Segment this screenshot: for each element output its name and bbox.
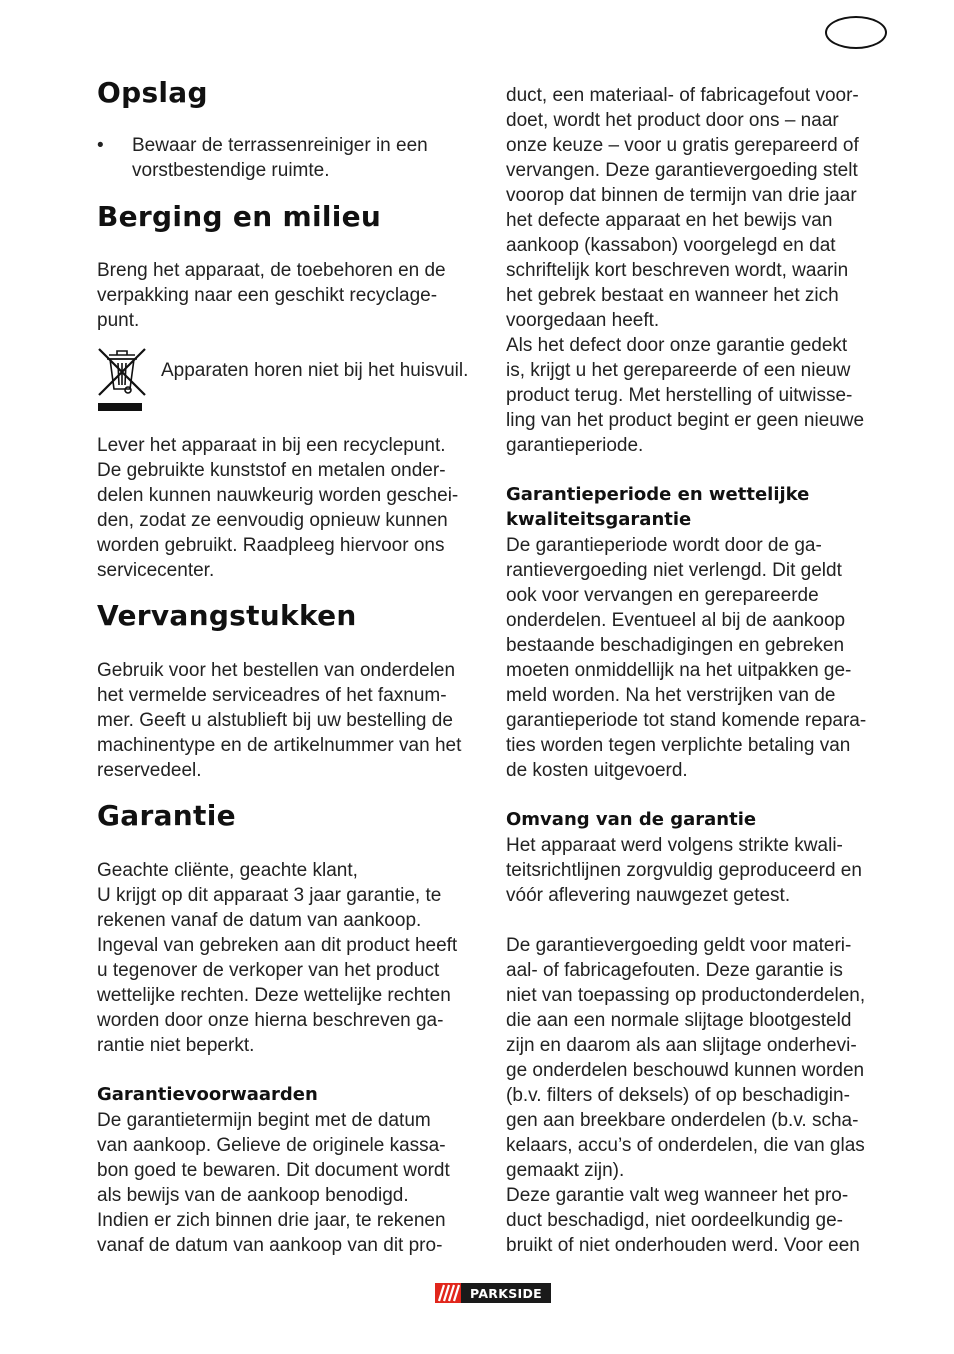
text-line: kelaars, accu’s of onderdelen, die van glas <box>506 1135 865 1156</box>
text-line: u tegenover de verkoper van het product <box>97 960 440 981</box>
text-line: machinentype en de artikelnummer van het <box>97 735 462 756</box>
text-line: niet van toepassing op productonderdelen, <box>506 985 866 1006</box>
text-line: ook voor vervangen en gerepareerde <box>506 585 819 606</box>
text-line: ling van het product begint er geen nieuwe <box>506 410 865 431</box>
text-line: worden gebruikt. Raadpleeg hiervoor ons <box>97 535 445 556</box>
text-line: vanaf de datum van aankoop van dit pro- <box>97 1235 443 1256</box>
text-line: De garantietermijn begint met de datum <box>97 1110 431 1131</box>
logo-stripes-icon <box>435 1283 461 1303</box>
text-line: Geachte cliënte, geachte klant, <box>97 860 358 881</box>
text-line: het vermelde serviceadres of het faxnum- <box>97 685 447 706</box>
text-line: Het apparaat werd volgens strikte kwali- <box>506 835 843 856</box>
bullet: • <box>97 135 104 156</box>
text-line: den, zodat ze eenvoudig opnieuw kunnen <box>97 510 448 531</box>
heading-garantie: Garantie <box>97 799 236 832</box>
text-line: reservedeel. <box>97 760 202 781</box>
text-line: onderdelen. Eventueel al bij de aankoop <box>506 610 846 631</box>
heading-vervangstukken: Vervangstukken <box>97 599 357 632</box>
logo-brand-text: PARKSIDE <box>470 1285 542 1301</box>
text-line: aal- of fabricagefouten. Deze garantie is <box>506 960 843 981</box>
text-line: Lever het apparaat in bij een recyclepunt. <box>97 435 446 456</box>
parkside-logo <box>435 1283 551 1303</box>
text-line: U krijgt op dit apparaat 3 jaar garantie, te <box>97 885 442 906</box>
text-line: bruikt of niet onderhouden werd. Voor een <box>506 1235 860 1256</box>
crossed-out-wheelie-bin-icon <box>97 347 147 413</box>
text-line: duct, een materiaal- of fabricagefout voor- <box>506 85 859 106</box>
text-line: doet, wordt het product door ons – naar <box>506 110 839 131</box>
text-line: bon goed te bewaren. Dit document wordt <box>97 1160 450 1181</box>
text-line: vóór aflevering nauwgezet getest. <box>506 885 791 906</box>
heading-berging-en-milieu: Berging en milieu <box>97 200 382 233</box>
text-line: aankoop (kassabon) voorgelegd en dat <box>506 235 836 256</box>
text-line: rantie niet beperkt. <box>97 1035 255 1056</box>
subheading-garantieperiode: Garantieperiode en wettelijke <box>506 484 810 505</box>
text-line: vervangen. Deze garantievergoeding stelt <box>506 160 858 181</box>
text-line: de kosten uitgevoerd. <box>506 760 688 781</box>
text-line: garantieperiode tot stand komende repara- <box>506 710 867 731</box>
text-line: voorgedaan heeft. <box>506 310 660 331</box>
text-line: gemaakt zijn). <box>506 1160 625 1181</box>
text-line: onze keuze – voor u gratis gerepareerd of <box>506 135 859 156</box>
text-line: meld worden. Na het verstrijken van de <box>506 685 836 706</box>
weee-notice: Apparaten horen niet bij het huisvuil. <box>161 360 469 381</box>
heading-opslag: Opslag <box>97 76 208 109</box>
text-line: Als het defect door onze garantie gedekt <box>506 335 848 356</box>
text-line: Breng het apparaat, de toebehoren en de <box>97 260 446 281</box>
text-line: garantieperiode. <box>506 435 644 456</box>
text-line: voorop dat binnen de termijn van drie jaar <box>506 185 857 206</box>
subheading-garantieperiode-line2: kwaliteitsgarantie <box>506 509 692 530</box>
text-line: Bewaar de terrassenreiniger in een <box>132 135 428 156</box>
text-line: Indien er zich binnen drie jaar, te rekenen <box>97 1210 446 1231</box>
text-line: De garantievergoeding geldt voor materi- <box>506 935 852 956</box>
text-line: bestaande beschadigingen en gebreken <box>506 635 845 656</box>
text-line: delen kunnen nauwkeurig worden geschei- <box>97 485 459 506</box>
subheading-omvang-garantie: Omvang van de garantie <box>506 809 757 830</box>
subheading-garantievoorwaarden: Garantievoorwaarden <box>97 1084 318 1105</box>
text-line: Ingeval van gebreken aan dit product heeft <box>97 935 458 956</box>
text-line: servicecenter. <box>97 560 215 581</box>
text-line: De garantieperiode wordt door de ga- <box>506 535 822 556</box>
text-line: gen aan breekbare onderdelen (b.v. scha- <box>506 1110 859 1131</box>
text-line: Gebruik voor het bestellen van onderdelen <box>97 660 456 681</box>
text-line: van aankoop. Gelieve de originele kassa- <box>97 1135 446 1156</box>
text-line: is, krijgt u het gerepareerde of een nieuw <box>506 360 851 381</box>
text-line: Deze garantie valt weg wanneer het pro- <box>506 1185 849 1206</box>
text-line: schriftelijk kort beschreven wordt, waarin <box>506 260 849 281</box>
text-line: mer. Geeft u alstublieft bij uw bestelling de <box>97 710 453 731</box>
text-line: product terug. Met herstelling of uitwisse- <box>506 385 853 406</box>
text-line: verpakking naar een geschikt recyclage- <box>97 285 438 306</box>
text-line: De gebruikte kunststof en metalen onder- <box>97 460 446 481</box>
text-line: moeten onmiddellijk na het uitpakken ge- <box>506 660 852 681</box>
text-line: wettelijke rechten. Deze wettelijke rechten <box>97 985 451 1006</box>
text-line: duct beschadigd, niet oordeelkundig ge- <box>506 1210 843 1231</box>
text-line: die aan een normale slijtage blootgesteld <box>506 1010 852 1031</box>
text-line: (b.v. filters of deksels) of op beschadigin- <box>506 1085 850 1106</box>
text-line: punt. <box>97 310 140 331</box>
text-line: zijn en daarom als aan slijtage onderhevi- <box>506 1035 857 1056</box>
text-line: rantievergoeding niet verlengd. Dit geldt <box>506 560 842 581</box>
text-line: ge onderdelen beschouwd kunnen worden <box>506 1060 865 1081</box>
text-line: als bewijs van de aankoop benodigd. <box>97 1185 409 1206</box>
text-line: rekenen vanaf de datum van aankoop. <box>97 910 422 931</box>
text-line: ties worden tegen verplichte betaling van <box>506 735 851 756</box>
text-line: vorstbestendige ruimte. <box>132 160 330 181</box>
text-line: teitsrichtlijnen zorgvuldig geproduceerd en <box>506 860 862 881</box>
text-line: worden door onze hierna beschreven ga- <box>97 1010 444 1031</box>
text-line: het defecte apparaat en het bewijs van <box>506 210 833 231</box>
text-line: het gebrek bestaat en wanneer het zich <box>506 285 839 306</box>
language-badge <box>825 16 887 49</box>
